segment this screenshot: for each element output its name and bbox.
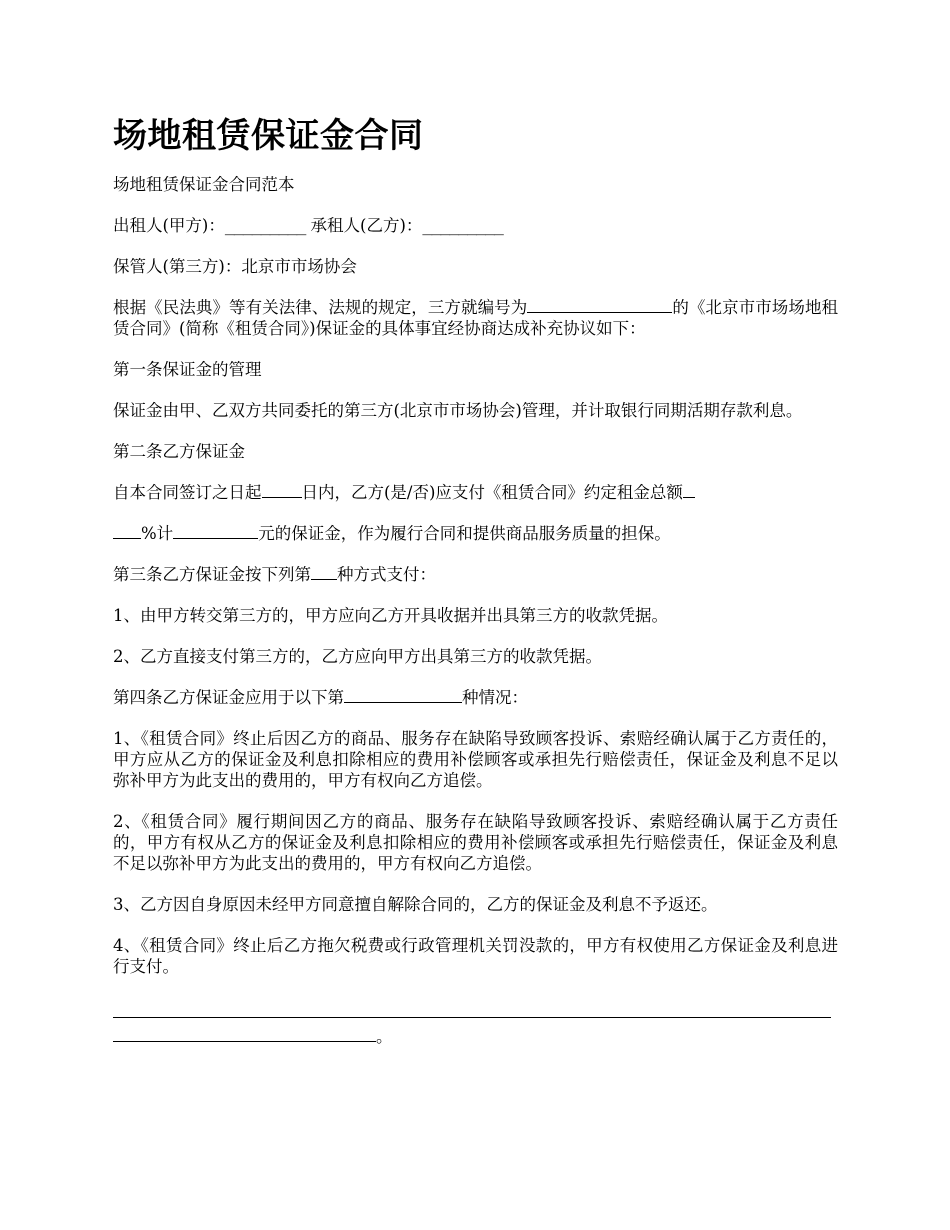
intro-paragraph [113, 297, 838, 339]
article2-line1-end: 日内，乙方(是/否)应支付《租赁合同》约定租金总额 [301, 483, 683, 502]
payment-method-blank [311, 564, 337, 580]
article3-item-1: 1、由甲方转交第三方的，甲方应向乙方开具收据并出具第三方的收款凭据。 [113, 606, 668, 625]
article4-heading-end: 种情况： [462, 688, 528, 707]
article3-heading-end: 种方式支付： [337, 565, 436, 584]
article2-line2-start: %计 [141, 524, 174, 543]
lessor-blank: _________ [224, 216, 306, 235]
lessee-blank: _________ [422, 216, 503, 235]
rent-percent-blank-start [683, 482, 695, 498]
contract-number-blank [527, 297, 672, 313]
final-blank-line-1 [113, 1002, 831, 1018]
custodian-line: 保管人(第三方)：北京市市场协会 [113, 257, 357, 276]
article4-item-2: 2、《租赁合同》履行期间因乙方的商品、服务存在缺陷导致顾客投诉、索赔经确认属于乙方责任的，甲方有权从乙方的保证金及利息扣除相应的费用补偿顾客或承担先行赔偿责任，保证金及利息不足以弥补甲方为此支出的费用的，甲方有权向乙方追偿。 [113, 812, 838, 873]
article3-item-2: 2、乙方直接支付第三方的，乙方应向甲方出具第三方的收款凭据。 [113, 647, 602, 666]
intro-after: 的《北京市市场场地租赁合同》(简称《租赁合同》)保证金的具体事宜经协商达成补充协议如下： [113, 298, 839, 338]
article3-heading [113, 564, 838, 585]
lessee-label: 承租人(乙方)： [310, 216, 423, 235]
article2-line2-end: 元的保证金，作为履行合同和提供商品服务质量的担保。 [258, 524, 671, 543]
lessor-label: 出租人(甲方)： [113, 216, 225, 235]
article2-line2 [113, 523, 838, 544]
article4-item-3: 3、乙方因自身原因未经甲方同意擅自解除合同的，乙方的保证金及利息不予返还。 [113, 895, 718, 914]
article1-heading: 第一条保证金的管理 [113, 360, 262, 379]
intro-before: 根据《民法典》等有关法律、法规的规定，三方就编号为 [113, 298, 528, 317]
article1-text: 保证金由甲、乙双方共同委托的第三方(北京市市场协会)管理，并计取银行同期活期存款利息。 [113, 401, 803, 420]
parties-line [113, 215, 838, 236]
final-blank-lines [113, 1001, 838, 1049]
article2-heading: 第二条乙方保证金 [113, 442, 245, 461]
article4-heading-start: 第四条乙方保证金应用于以下第 [113, 688, 344, 707]
situation-blank [344, 687, 462, 703]
article3-heading-start: 第三条乙方保证金按下列第 [113, 565, 311, 584]
deposit-amount-blank [173, 523, 258, 539]
days-blank [262, 482, 302, 498]
document-subtitle: 场地租赁保证金合同范本 [113, 175, 295, 194]
rent-percent-blank-end [113, 523, 141, 539]
article2-line1-start: 自本合同签订之日起 [113, 483, 262, 502]
article2-line1 [113, 482, 838, 503]
contract-page [113, 108, 838, 1069]
article4-item-4: 4、《租赁合同》终止后乙方拖欠税费或行政管理机关罚没款的，甲方有权使用乙方保证金及利息进行支付。 [113, 936, 838, 976]
final-blank-line-2 [113, 1026, 376, 1042]
article4-heading [113, 687, 838, 708]
document-title: 场地租赁保证金合同 [113, 116, 424, 156]
article4-item-1: 1、《租赁合同》终止后因乙方的商品、服务存在缺陷导致顾客投诉、索赔经确认属于乙方责任的，甲方应从乙方的保证金及利息扣除相应的费用补偿顾客或承担先行赔偿责任，保证金及利息不足以弥补甲方为此支出的费用的，甲方有权向乙方追偿。 [113, 729, 838, 790]
final-period: 。 [376, 1027, 393, 1046]
